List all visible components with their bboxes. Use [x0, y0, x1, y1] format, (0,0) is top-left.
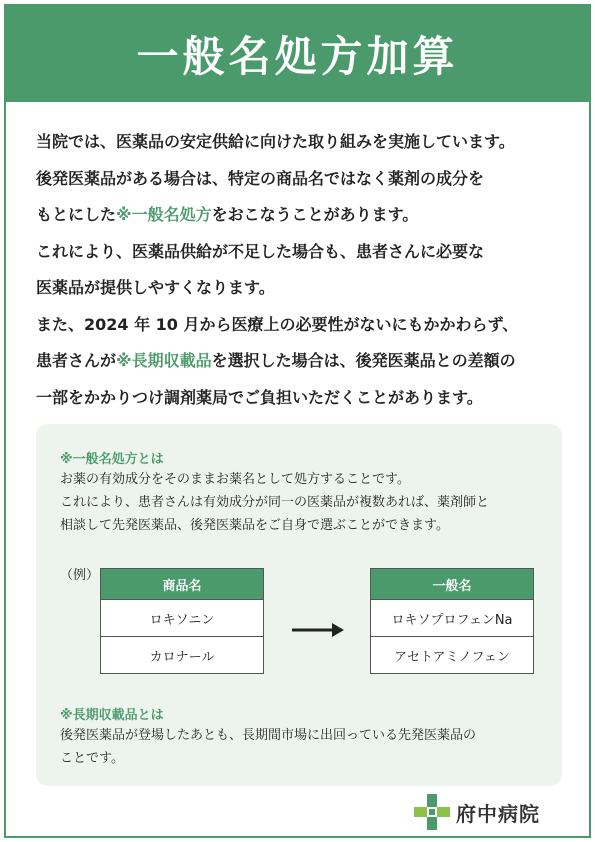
generic-definition-text: お薬の有効成分をそのままお薬名として処方することです。 これにより、患者さんは有効成分が同一の医薬品が複数あれば、薬剤師と 相談して先発医薬品、後発医薬品をご自身で選ぶことができます。: [60, 472, 490, 533]
intro-line: また、2024 年 10 月から医療上の必要性がないにもかかわらず、: [36, 314, 519, 334]
example-label: （例）: [60, 568, 100, 583]
intro-text: [36, 124, 566, 416]
intro-line: もとにした※一般名処方をおこなうことがあります。: [36, 205, 419, 224]
intro-line: これにより、医薬品供給が不足した場合も、患者さんに必要な: [36, 241, 485, 261]
table-row: ロキソプロフェンNa: [371, 599, 533, 636]
highlight-long-listed: ※長期収載品: [116, 351, 212, 370]
long-listed-definition-title: ※長期収載品とは: [60, 708, 164, 723]
hospital-logo: [414, 794, 540, 830]
long-listed-definition-text: 後発医薬品が登場したあとも、長期間市場に出回っている先発医薬品の ことです。: [60, 728, 477, 766]
intro-line: 一部をかかりつけ調剤薬局でご負担いただくことがあります。: [36, 387, 483, 407]
table-header: 一般名: [371, 569, 533, 599]
hospital-cross-icon: [414, 794, 450, 830]
page-title: 一般名処方加算: [136, 32, 459, 81]
hospital-name: 府中病院: [456, 801, 540, 826]
brand-name-table: [100, 568, 264, 674]
table-header: 商品名: [101, 569, 263, 599]
generic-name-table: [370, 568, 534, 674]
intro-line: 当院では、医薬品の安定供給に向けた取り組みを実施しています。: [36, 132, 515, 151]
page-frame: [4, 4, 591, 838]
arrow-right-icon: [292, 622, 344, 638]
intro-line: 後発医薬品がある場合は、特定の商品名ではなく薬剤の成分を: [36, 168, 485, 188]
table-row: アセトアミノフェン: [371, 636, 533, 673]
table-row: ロキソニン: [101, 599, 263, 636]
table-row: カロナール: [101, 636, 263, 673]
info-box: [36, 424, 562, 786]
highlight-generic: ※一般名処方: [116, 205, 212, 224]
intro-line: 患者さんが※長期収載品を選択した場合は、後発医薬品との差額の: [36, 351, 516, 370]
intro-line: 医薬品が提供しやすくなります。: [36, 278, 275, 297]
generic-definition-title: ※一般名処方とは: [60, 452, 164, 467]
header-banner: [6, 6, 589, 102]
